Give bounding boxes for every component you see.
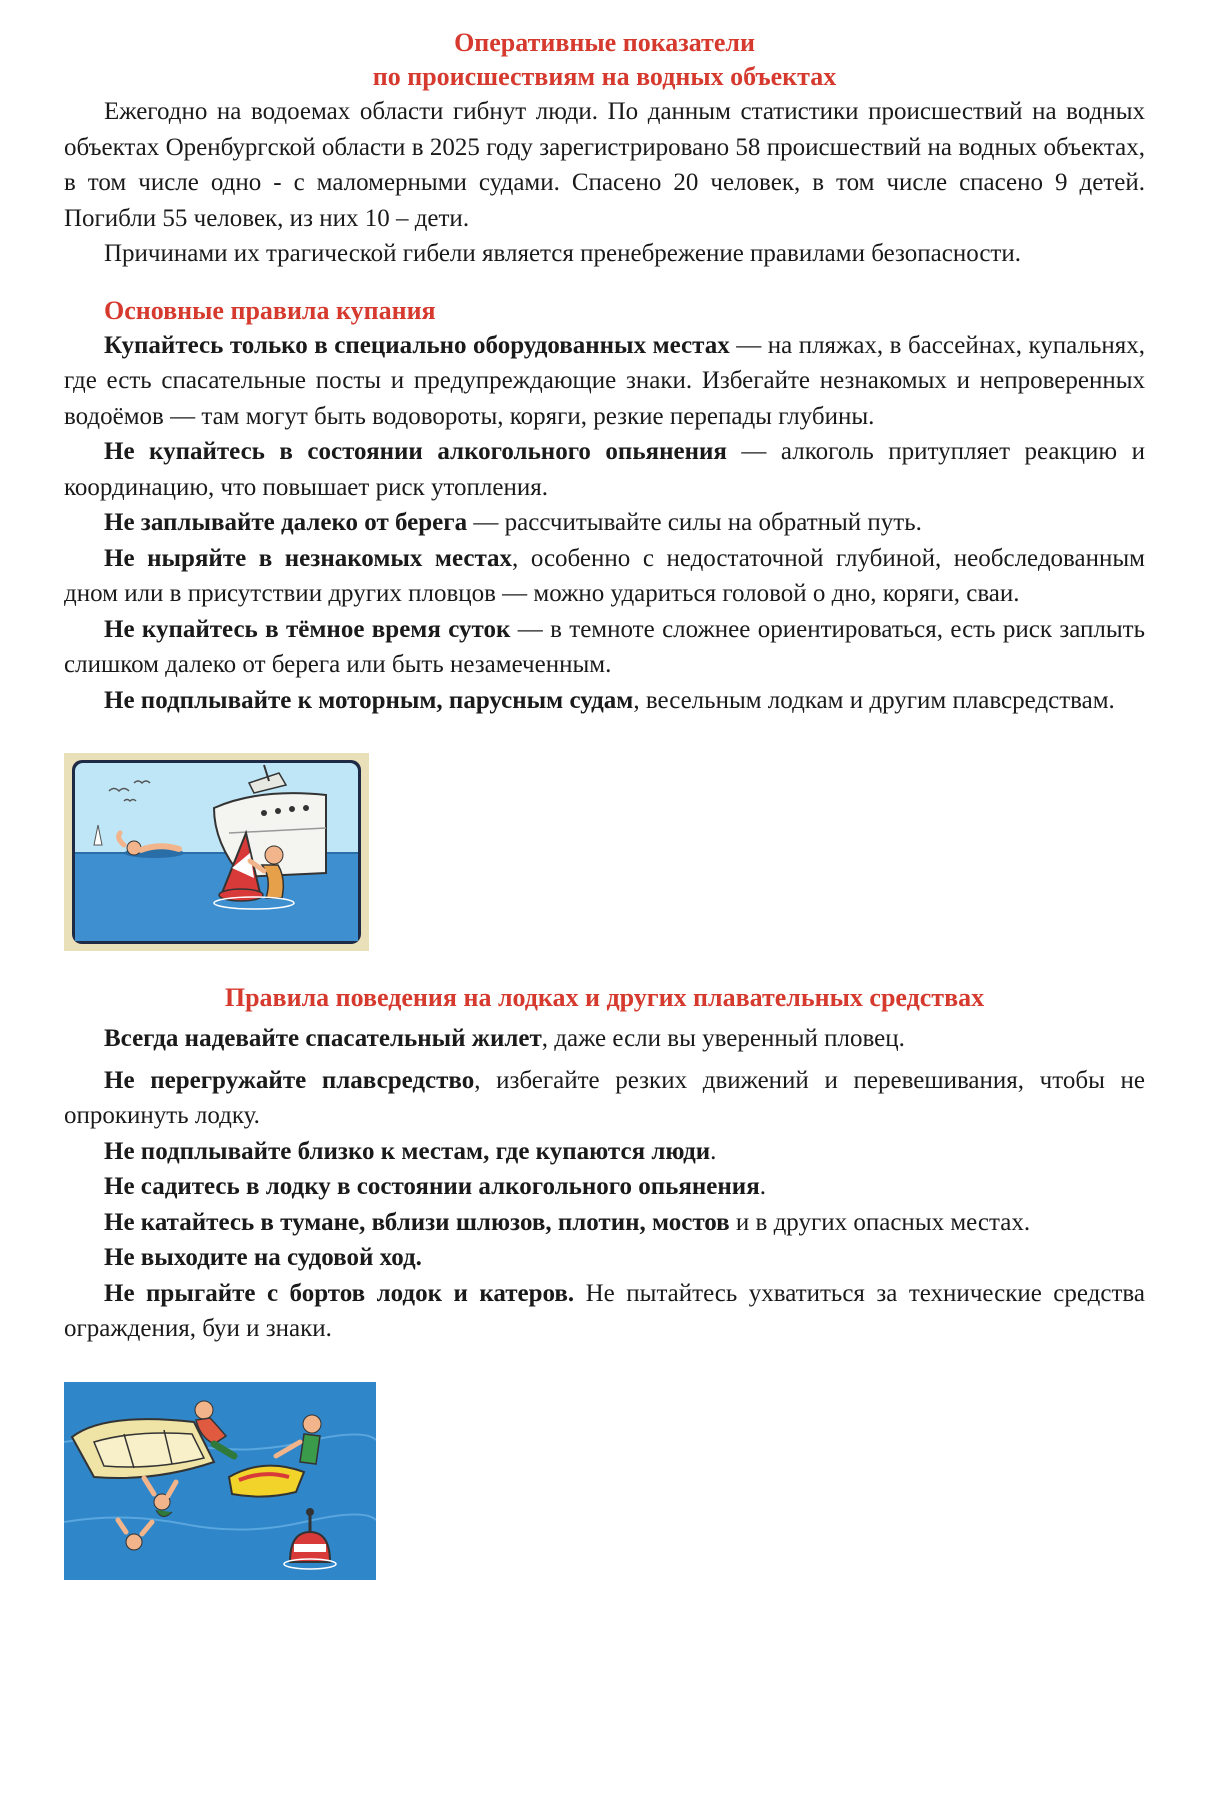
boat-rule: [64, 1205, 1145, 1241]
swimming-rule: [64, 612, 1145, 683]
swimming-rule-bold: Не купайтесь в состоянии алкогольного опьянения: [104, 438, 727, 465]
swimming-rule: [64, 683, 1145, 719]
swimming-rule: [64, 328, 1145, 435]
boat-jetski-illustration: [64, 1382, 376, 1580]
page-title: [64, 26, 1145, 94]
swimming-rules-title: Основные правила купания: [104, 295, 436, 325]
swimming-rule-bold: Не подплывайте к моторным, парусным судам: [104, 686, 634, 714]
swimming-rule-bold: Купайтесь только в специально оборудованных местах: [104, 331, 730, 359]
boat-rule-text: .: [759, 1173, 766, 1200]
document-page: [64, 26, 1145, 1580]
boat-rules-title: Правила поведения на лодках и других плавательных средствах: [224, 983, 985, 1012]
boat-rule: [64, 1063, 1145, 1134]
boat-rule: [64, 1021, 1145, 1057]
swimming-rule-bold: Не купайтесь в тёмное время суток: [104, 615, 511, 643]
swimming-rule-text: — рассчитывайте силы на обратный путь.: [467, 509, 922, 536]
intro-paragraph-1: Ежегодно на водоемах области гибнут люди. По данным статистики происшествий на водных объектах Оренбургской области в 2025 году зарегистрировано 58 происшествий на водных объектах, в том числе одно - с маломерными судами. Спасено 20 человек, в том числе спасено 9 детей. Погибли 55 человек, из них 10 – дети.: [64, 98, 1145, 232]
boat-rule-text: Не пытайтесь ухватиться за технические средства ограждения, буи и знаки.: [64, 1279, 1145, 1342]
swimming-rule: [64, 541, 1145, 612]
page-title-line2: по происшествиям на водных объектах: [372, 62, 837, 91]
swimming-rule-text: — на пляжах, в бассейнах, купальнях, где есть спасательные посты и предупреждающие знаки. Избегайте незнакомых и непроверенных водоёмов — там могут быть водовороты, коряги, резкие перепады глубины.: [64, 331, 1145, 430]
boat-rule-text: , даже если вы уверенный пловец.: [541, 1025, 905, 1052]
boat-rule: [64, 1134, 1145, 1170]
boat-rule: [64, 1169, 1145, 1205]
boat-rule-bold: Не прыгайте с бортов лодок и катеров.: [104, 1279, 575, 1307]
swimming-rule-text: — в темноте сложнее ориентироваться, есть риск заплыть слишком далеко от берега или быть незамеченным.: [64, 615, 1145, 678]
intro-paragraph-2: Причинами их трагической гибели является пренебрежение правилами безопасности.: [104, 240, 1021, 267]
swimming-rule-text: , особенно с недостаточной глубиной, необследованным дном или в присутствии других пловцов — можно удариться головой о дно, коряги, сваи.: [64, 544, 1145, 607]
boat-rule-bold: Не подплывайте близко к местам, где купаются люди: [104, 1137, 711, 1165]
boat-rule-bold: Всегда надевайте спасательный жилет: [104, 1025, 542, 1052]
page-title-line1: Оперативные показатели: [454, 28, 755, 57]
illustration-swimmer-ship: [64, 753, 1145, 951]
illustration-boat-jetski: [64, 1382, 1145, 1580]
swimming-rule: [64, 505, 1145, 541]
boat-rule-text: и в других опасных местах.: [729, 1208, 1031, 1236]
boat-rule: [64, 1276, 1145, 1347]
boat-rule-text: .: [710, 1137, 717, 1165]
boat-rule-bold: Не перегружайте плавсредство: [104, 1066, 475, 1094]
boat-rule-bold: Не выходите на судовой ход.: [104, 1244, 422, 1271]
swimming-rule: [64, 434, 1145, 505]
swimmer-ship-illustration: [64, 753, 369, 951]
swimming-rule-bold: Не заплывайте далеко от берега: [104, 509, 468, 536]
boat-rule: [64, 1240, 1145, 1276]
boat-rule-bold: Не катайтесь в тумане, вблизи шлюзов, плотин, мостов: [104, 1208, 730, 1236]
boat-rule-text: , избегайте резких движений и перевешивания, чтобы не опрокинуть лодку.: [64, 1066, 1145, 1129]
swimming-rule-text: — алкоголь притупляет реакцию и координацию, что повышает риск утопления.: [64, 438, 1145, 501]
boat-rule-bold: Не садитесь в лодку в состоянии алкогольного опьянения: [104, 1173, 760, 1200]
swimming-rule-text: , весельным лодкам и другим плавсредствам.: [633, 686, 1115, 714]
swimming-rule-bold: Не ныряйте в незнакомых местах: [104, 544, 513, 572]
